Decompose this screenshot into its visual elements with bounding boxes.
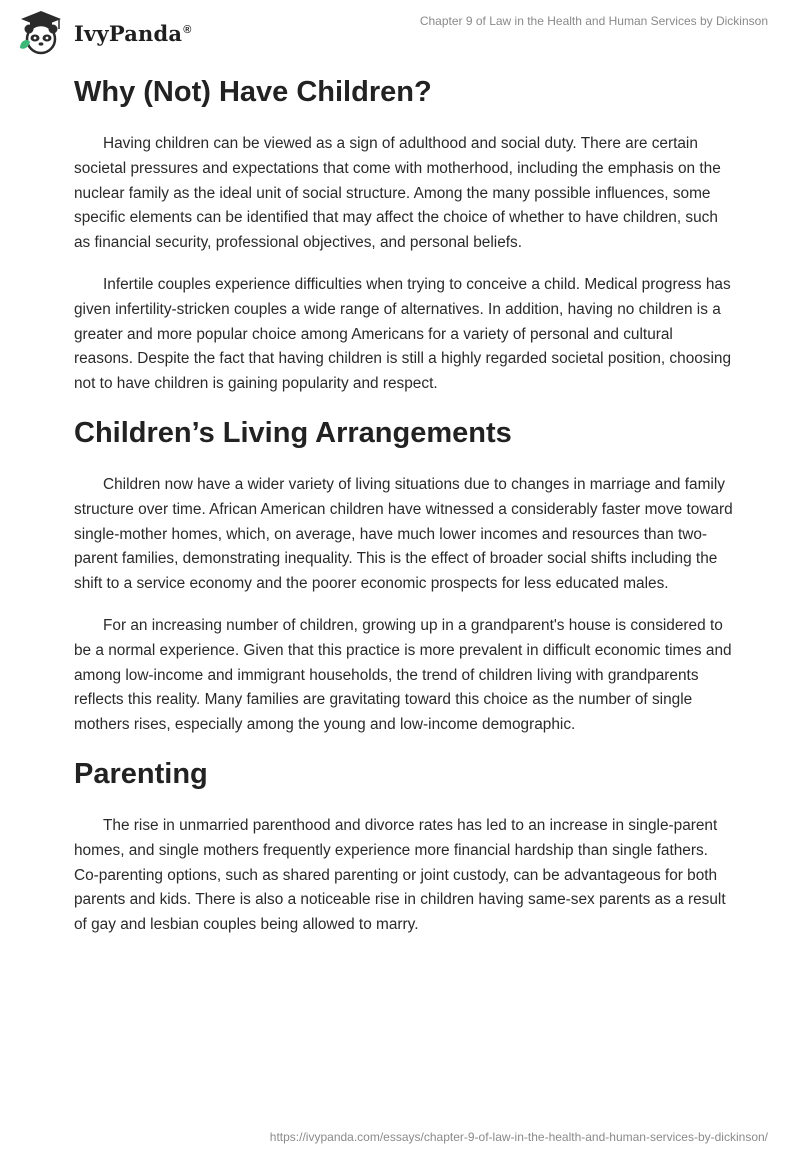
section-heading: Why (Not) Have Children?: [74, 76, 432, 108]
page-header: [0, 0, 800, 64]
brand-name: IvyPanda®: [74, 20, 192, 46]
registered-mark: ®: [183, 23, 192, 36]
ivypanda-logo[interactable]: [16, 8, 192, 58]
essay-content: [74, 72, 734, 938]
paragraph: Children now have a wider variety of living situations due to changes in marriage and family structure over time. African American children have witnessed a considerably faster move toward single-mother homes, which, on average, have much lower incomes and resources than two-parent families, demonstrating inequality. This is the effect of broader social shifts including the shift to a service economy and the poorer economic prospects for less educated males.: [74, 475, 733, 593]
panda-graduate-icon: [16, 8, 66, 58]
paragraph: The rise in unmarried parenthood and divorce rates has led to an increase in single-parent homes, and single mothers frequently experience more financial hardship than single fathers. Co-parenting options, such as shared parenting or joint custody, can be advantageous for both parents and kids. There is also a noticeable rise in children having same-sex parents as a result of gay and lesbian couples being allowed to marry.: [74, 816, 726, 934]
section-heading: Children’s Living Arrangements: [74, 416, 512, 449]
paragraph: Having children can be viewed as a sign of adulthood and social duty. There are certain societal pressures and expectations that come with motherhood, including the emphasis on the nuclear family as the ideal unit of social structure. Among the many possible influences, some specific elements can be identified that may affect the choice of whether to have children, such as financial security, professional objectives, and personal beliefs.: [74, 135, 721, 252]
source-url[interactable]: https://ivypanda.com/essays/chapter-9-of-law-in-the-health-and-human-services-by-dickinson/: [269, 1130, 768, 1144]
document-title: Chapter 9 of Law in the Health and Human Services by Dickinson: [419, 14, 768, 28]
section-heading: Parenting: [74, 757, 208, 790]
paragraph: Infertile couples experience difficulties when trying to conceive a child. Medical progress has given infertility-stricken couples a wide range of alternatives. In addition, having no children is a greater and more popular choice among Americans for a variety of personal and cultural reasons. Despite the fact that having children is still a highly regarded societal position, choosing not to have children is gaining popularity and respect.: [74, 275, 732, 393]
paragraph: For an increasing number of children, growing up in a grandparent's house is considered to be a normal experience. Given that this practice is more prevalent in difficult economic times and among low-income and immigrant households, the trend of children living with grandparents reflects this reality. Many families are gravitating toward this choice as the number of single mothers rises, especially among the young and low-income demographic.: [74, 616, 732, 734]
